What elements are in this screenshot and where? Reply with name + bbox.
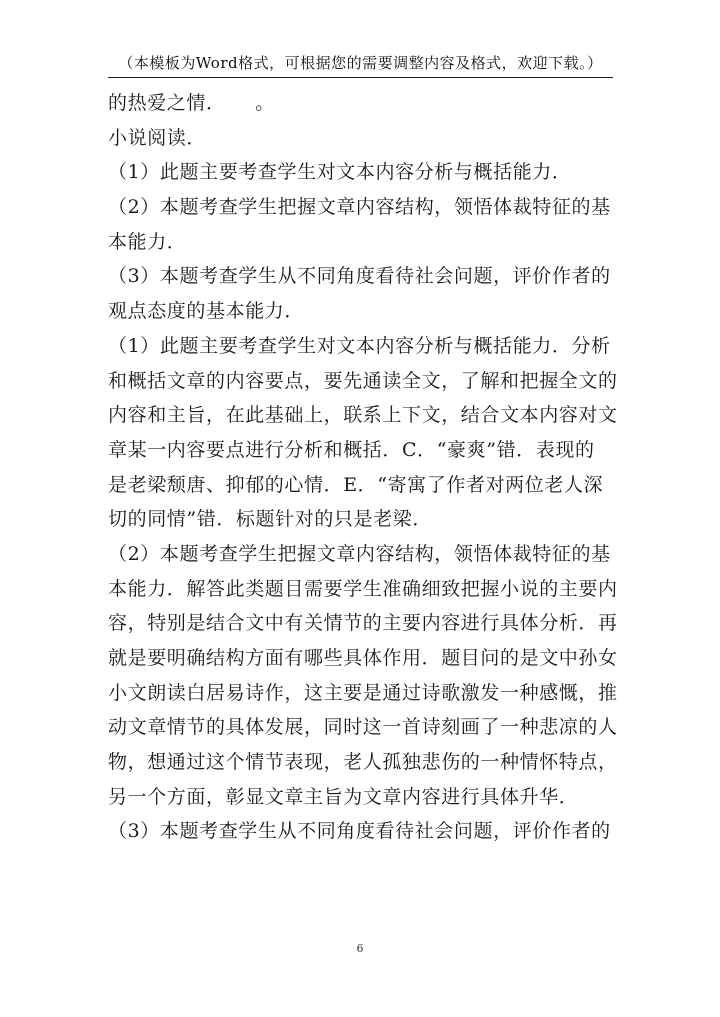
page-header-note: （本模板为Word格式，可根据您的需要调整内容及格式，欢迎下载。） (118, 54, 603, 72)
body-line: 小文朗读白居易诗作，这主要是通过诗歌激发一种感慨，推 (108, 681, 618, 704)
page-number: 6 (356, 942, 364, 955)
document-body (108, 86, 618, 849)
body-line: 物，想通过这个情节表现，老人孤独悲伤的一种情怀特点， (108, 751, 618, 774)
body-line: （3）本题考查学生从不同角度看待社会问题，评价作者的 (108, 820, 611, 843)
body-line: （2）本题考查学生把握文章内容结构，领悟体裁特征的基 (108, 196, 611, 219)
body-line: 小说阅读． (108, 126, 207, 149)
body-line: 和概括文章的内容要点，要先通读全文，了解和把握全文的 (108, 369, 618, 392)
body-line: 的热爱之情． 。 (108, 92, 275, 114)
body-line: （1）此题主要考查学生对文本内容分析与概括能力． (108, 161, 572, 184)
body-line: 本能力． (108, 230, 187, 253)
body-line: 内容和主旨，在此基础上，联系上下文，结合文本内容对文 (108, 404, 618, 427)
body-line: （1）此题主要考查学生对文本内容分析与概括能力．分析 (108, 334, 611, 357)
body-line: 本能力．解答此类题目需要学生准确细致把握小说的主要内 (108, 577, 618, 600)
body-line: （3）本题考查学生从不同角度看待社会问题，评价作者的 (108, 265, 611, 288)
header-rule (108, 77, 613, 78)
body-line: 切的同情”错．标题针对的只是老梁． (108, 508, 432, 531)
body-line: 动文章情节的具体发展，同时这一首诗刻画了一种悲凉的人 (108, 716, 618, 739)
body-line: （2）本题考查学生把握文章内容结构，领悟体裁特征的基 (108, 542, 611, 565)
body-line: 容，特别是结合文中有关情节的主要内容进行具体分析．再 (108, 612, 618, 635)
body-line: 观点态度的基本能力． (108, 300, 305, 323)
body-line: 另一个方面，彰显文章主旨为文章内容进行具体升华． (108, 785, 579, 808)
body-line: 章某一内容要点进行分析和概括．C．“豪爽”错．表现的 (108, 438, 595, 461)
body-line: 就是要明确结构方面有哪些具体作用．题目问的是文中孙女 (108, 647, 618, 669)
body-line: 是老梁颓唐、抑郁的心情．E．“寄寓了作者对两位老人深 (108, 473, 604, 496)
